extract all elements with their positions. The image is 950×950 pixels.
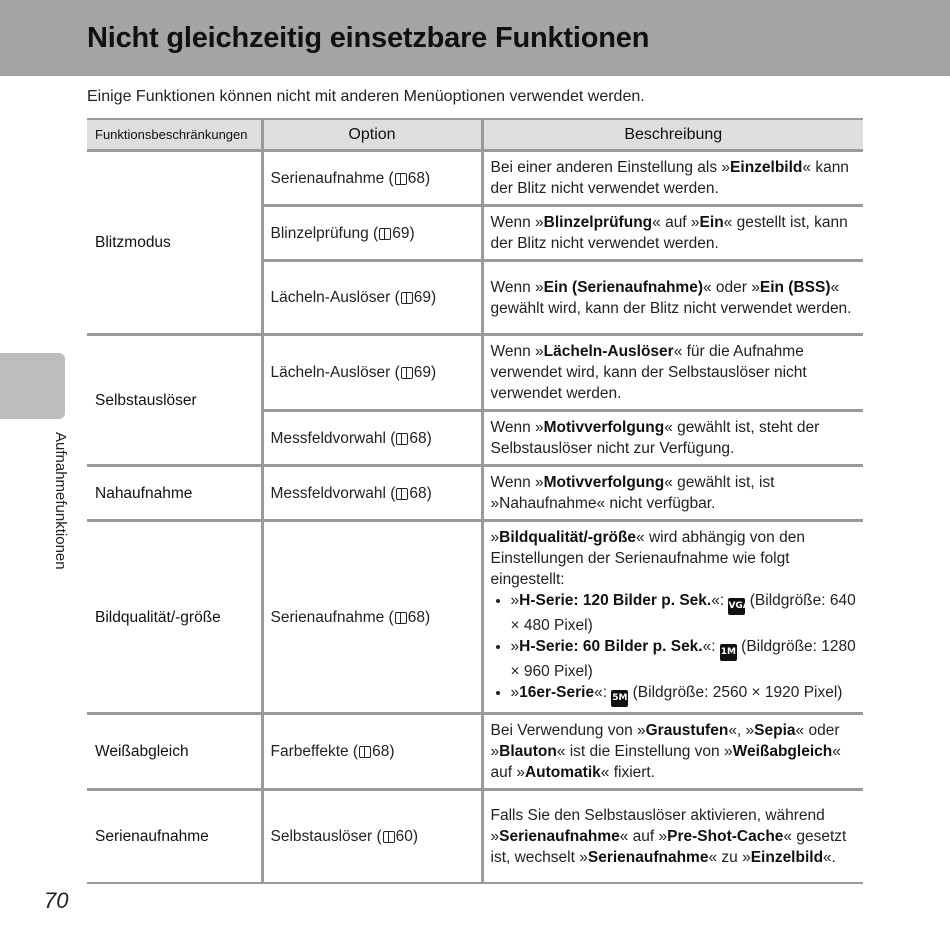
option-cell: Selbstauslöser ( 60) [262, 790, 482, 883]
description-cell: Wenn »Blinzelprüfung« auf »Ein« gestellt ist, kann der Blitz nicht verwendet werden. [482, 206, 863, 261]
header-option: Option [262, 119, 482, 151]
image-size-5m-icon: 5M [611, 690, 628, 707]
image-size-1m-icon: 1M [720, 644, 737, 661]
page-ref-icon [395, 612, 407, 624]
function-cell: Bildqualität/-größe [87, 521, 262, 714]
table-header-row [87, 119, 863, 151]
table-row [87, 521, 863, 714]
function-cell: Selbstauslöser [87, 335, 262, 466]
page-ref-icon [395, 173, 407, 185]
function-cell: Nahaufnahme [87, 466, 262, 521]
restrictions-table [87, 118, 863, 884]
image-size-vga-icon: VGA [728, 598, 745, 615]
page-ref-icon [401, 292, 413, 304]
page-ref-icon [396, 433, 408, 445]
option-cell: Serienaufnahme ( 68) [262, 151, 482, 206]
header-function: Funktionsbeschränkungen [87, 119, 262, 151]
option-cell: Blinzelprüfung ( 69) [262, 206, 482, 261]
function-cell: Blitzmodus [87, 151, 262, 335]
page-ref-icon [383, 831, 395, 843]
intro-text: Einige Funktionen können nicht mit anderen Menüoptionen verwendet werden. [87, 88, 645, 105]
header-description: Beschreibung [482, 119, 863, 151]
option-cell: Farbeffekte ( 68) [262, 714, 482, 790]
list-item: • »H-Serie: 120 Bilder p. Sek.«: VGA (Bildgröße: 640 × 480 Pixel) [511, 590, 857, 636]
description-cell: Wenn »Lächeln-Auslöser« für die Aufnahme verwendet wird, kann der Selbstauslöser nicht verwendet werden. [482, 335, 863, 411]
description-cell: Wenn »Motivverfolgung« gewählt ist, ist »Nahaufnahme« nicht verfügbar. [482, 466, 863, 521]
bullet-list [491, 590, 857, 707]
chapter-tab [0, 353, 65, 419]
function-cell: Serienaufnahme [87, 790, 262, 883]
page-ref-icon [401, 367, 413, 379]
list-item: • »16er-Serie«: 5M (Bildgröße: 2560 × 1920 Pixel) [511, 682, 857, 707]
option-cell: Lächeln-Auslöser ( 69) [262, 261, 482, 335]
table-row [87, 335, 863, 411]
table-row [87, 790, 863, 883]
page-title: Nicht gleichzeitig einsetzbare Funktionen [87, 22, 650, 54]
description-cell: Bei einer anderen Einstellung als »Einzelbild« kann der Blitz nicht verwendet werden. [482, 151, 863, 206]
page-ref-icon [379, 228, 391, 240]
description-cell: Bei Verwendung von »Graustufen«, »Sepia« oder »Blauton« ist die Einstellung von »Weißabgleich« auf »Automatik« fixiert. [482, 714, 863, 790]
table-row [87, 151, 863, 206]
table-row [87, 714, 863, 790]
option-cell: Messfeldvorwahl ( 68) [262, 411, 482, 466]
page-ref-icon [396, 488, 408, 500]
option-cell: Messfeldvorwahl ( 68) [262, 466, 482, 521]
page-ref-icon [359, 746, 371, 758]
description-cell: »Bildqualität/-größe« wird abhängig von den Einstellungen der Serienaufnahme wie folgt eingestellt: • »H-Serie: 120 Bilder p. Sek.«: VGA (Bildgröße: 640 × 480 Pixel) • »H-Serie: 60 Bilder p. Sek.«: 1M (Bildgröße: 1280 × 960 Pixel) • »16er-Serie«: 5M (Bildgröße: 2560 × 1920 Pixel) [482, 521, 863, 714]
table-row [87, 466, 863, 521]
page-number: 70 [44, 888, 69, 913]
function-cell: Weißabgleich [87, 714, 262, 790]
option-cell: Lächeln-Auslöser ( 69) [262, 335, 482, 411]
description-cell: Falls Sie den Selbstauslöser aktivieren, während »Serienaufnahme« auf »Pre-Shot-Cache« gesetzt ist, wechselt »Serienaufnahme« zu »Einzelbild«. [482, 790, 863, 883]
chapter-label: Aufnahmefunktionen [52, 432, 69, 570]
description-cell: Wenn »Ein (Serienaufnahme)« oder »Ein (BSS)« gewählt wird, kann der Blitz nicht verwendet werden. [482, 261, 863, 335]
option-cell: Serienaufnahme ( 68) [262, 521, 482, 714]
description-cell: Wenn »Motivverfolgung« gewählt ist, steht der Selbstauslöser nicht zur Verfügung. [482, 411, 863, 466]
list-item: • »H-Serie: 60 Bilder p. Sek.«: 1M (Bildgröße: 1280 × 960 Pixel) [511, 636, 857, 682]
